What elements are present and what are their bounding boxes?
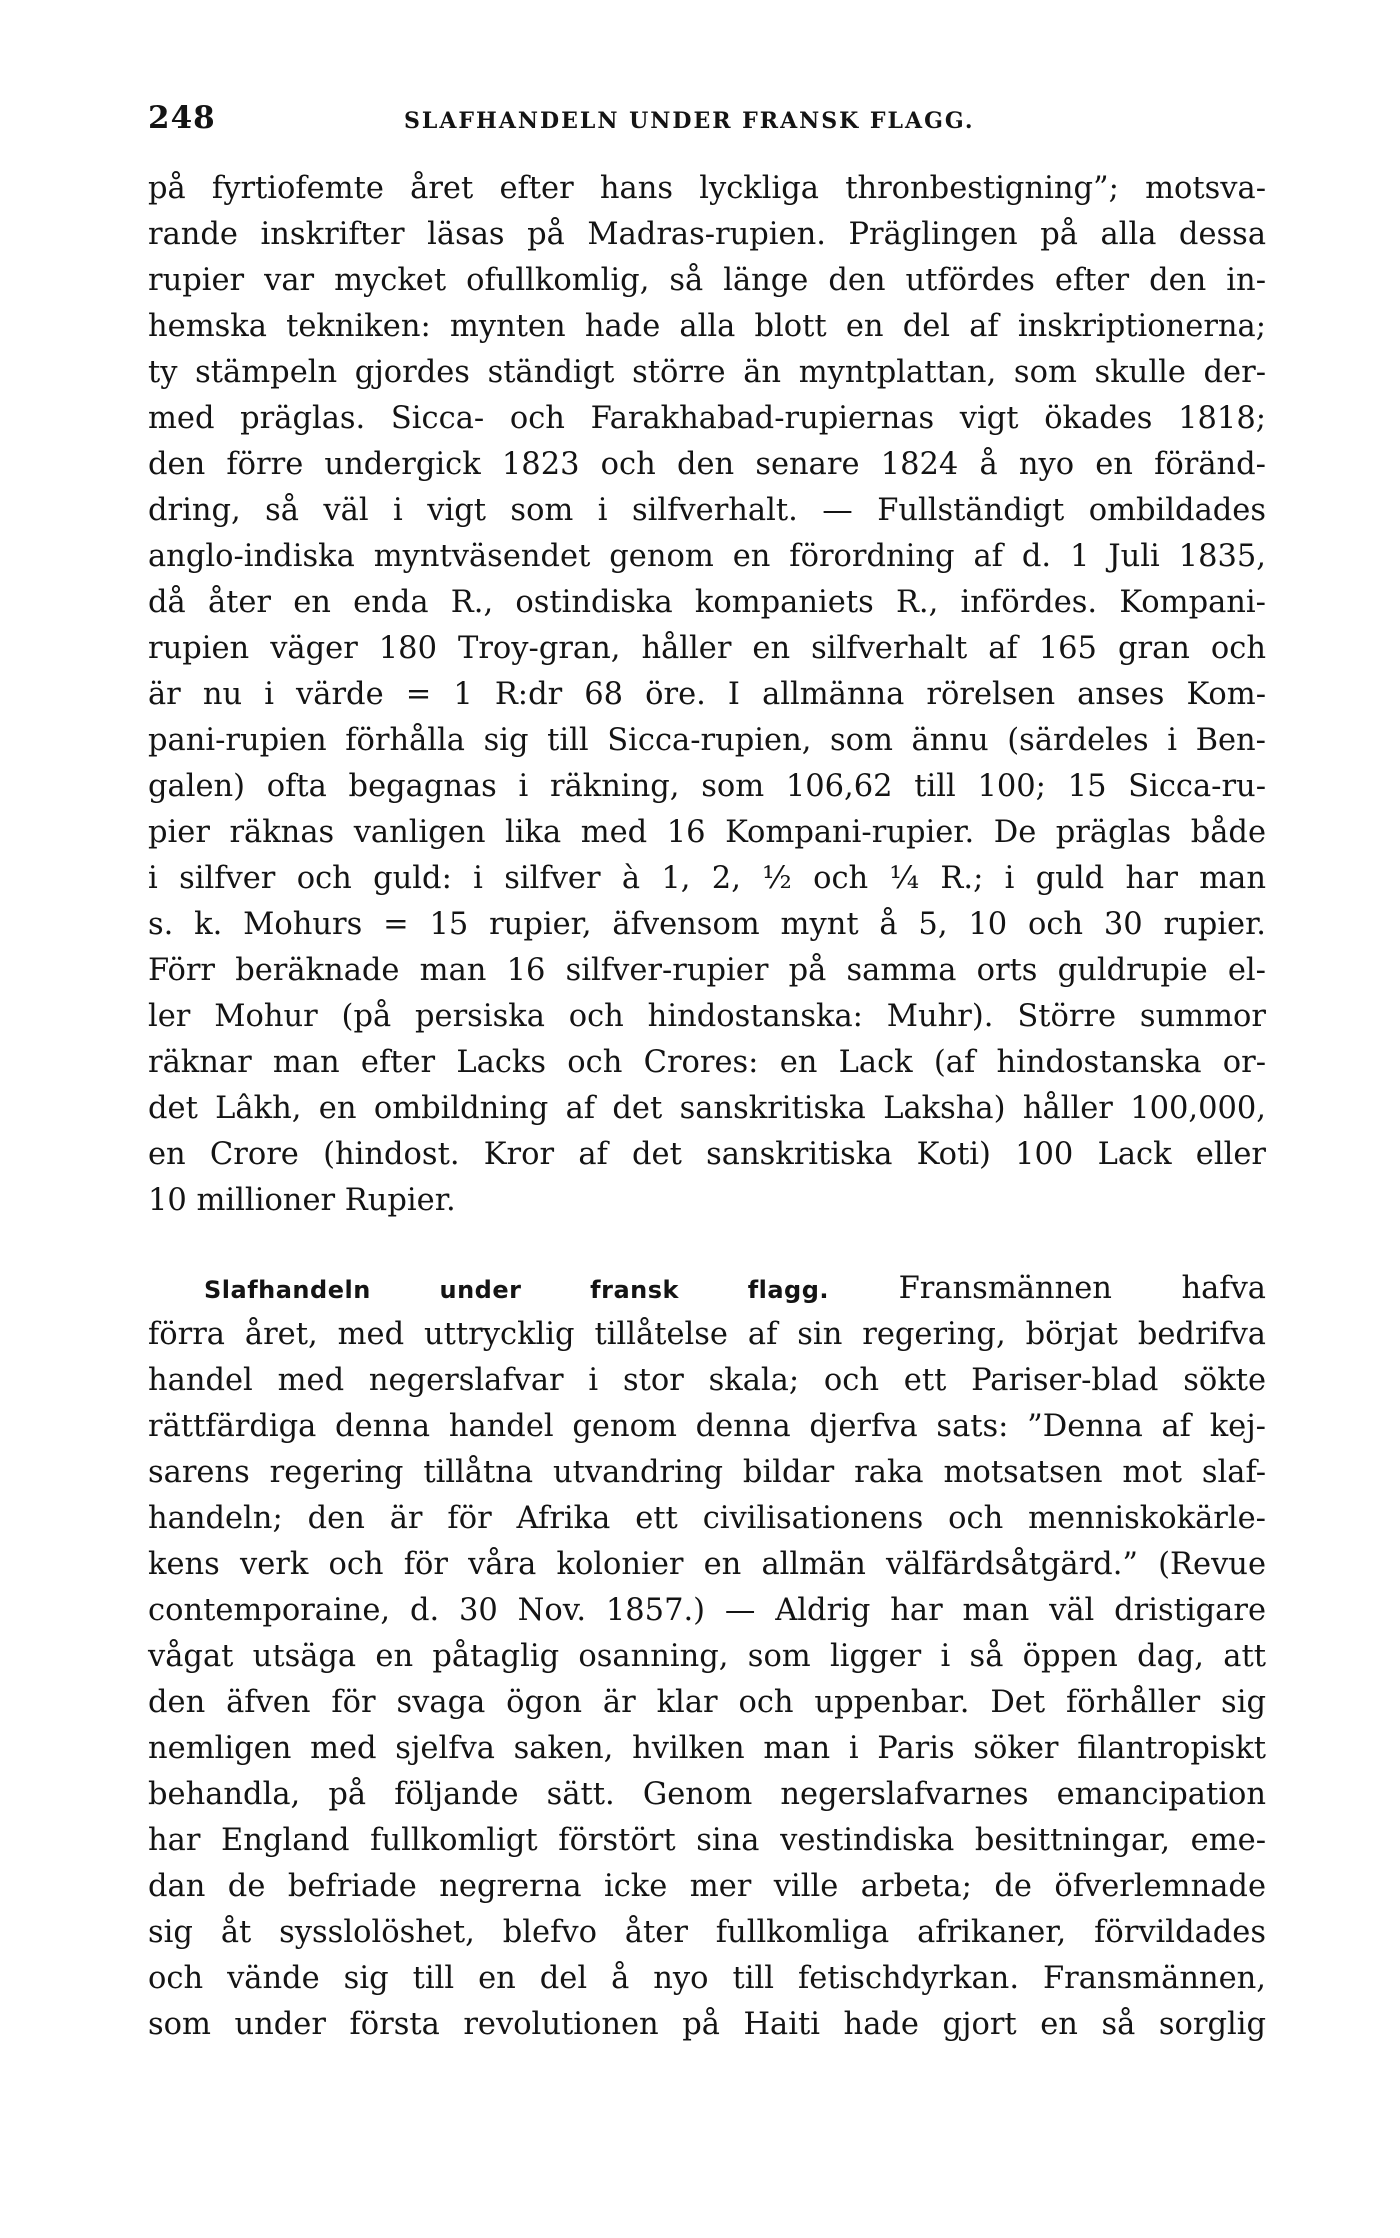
text-line: som under första revolutionen på Haiti hade gjort en så sorglig <box>148 2007 1266 2042</box>
section-first-line-text: Fransmännen hafva <box>898 1271 1266 1306</box>
paragraph-rupee-coinage <box>148 166 1266 1224</box>
text-line: på fyrtiofemte året efter hans lyckliga thronbestigning”; motsva- <box>148 171 1266 206</box>
text-line: vågat utsäga en påtaglig osanning, som ligger i så öppen dag, att <box>148 1639 1266 1674</box>
text-line: kens verk och för våra kolonier en allmän välfärdsåtgärd.” (Revue <box>148 1547 1266 1582</box>
text-line: sig åt sysslolöshet, blefvo åter fullkomliga afrikaner, förvildades <box>148 1915 1266 1950</box>
text-line: hemska tekniken: mynten hade alla blott en del af inskriptionerna; <box>148 309 1266 344</box>
text-line: 10 millioner Rupier. <box>148 1183 456 1218</box>
running-head: SLAFHANDELN UNDER FRANSK FLAGG. <box>404 108 975 134</box>
text-line: pani-rupien förhålla sig till Sicca-rupien, som ännu (särdeles i Ben- <box>148 723 1266 758</box>
text-line: då åter en enda R., ostindiska kompaniets R., infördes. Kompani- <box>148 585 1266 620</box>
text-line: rande inskrifter läsas på Madras-rupien. Präglingen på alla dessa <box>148 217 1266 252</box>
text-line: sarens regering tillåtna utvandring bildar raka motsatsen mot slaf- <box>148 1455 1266 1490</box>
text-line: med präglas. Sicca- och Farakhabad-rupiernas vigt ökades 1818; <box>148 401 1266 436</box>
text-line: rättfärdiga denna handel genom denna djerfva sats: ”Denna af kej- <box>148 1409 1266 1444</box>
text-line: handel med negerslafvar i stor skala; och ett Pariser-blad sökte <box>148 1363 1266 1398</box>
book-page <box>148 100 1266 2048</box>
text-line: den äfven för svaga ögon är klar och uppenbar. Det förhåller sig <box>148 1685 1266 1720</box>
text-line: i silfver och guld: i silfver à 1, 2, ½ och ¼ R.; i guld har man <box>148 861 1266 896</box>
page-header <box>148 100 1266 150</box>
text-line: den förre undergick 1823 och den senare 1824 å nyo en föränd- <box>148 447 1266 482</box>
section-title: Slafhandeln under fransk flagg. <box>204 1276 830 1304</box>
text-line: s. k. Mohurs = 15 rupier, äfvensom mynt å 5, 10 och 30 rupier. <box>148 907 1266 942</box>
page-number: 248 <box>148 100 216 136</box>
text-line: rupier var mycket ofullkomlig, så länge den utfördes efter den in- <box>148 263 1266 298</box>
text-line: rupien väger 180 Troy-gran, håller en silfverhalt af 165 gran och <box>148 631 1266 666</box>
text-line: handeln; den är för Afrika ett civilisationens och menniskokärle- <box>148 1501 1266 1536</box>
text-line: räknar man efter Lacks och Crores: en Lack (af hindostanska or- <box>148 1045 1266 1080</box>
text-line: galen) ofta begagnas i räkning, som 106,62 till 100; 15 Sicca-ru- <box>148 769 1266 804</box>
text-line: ler Mohur (på persiska och hindostanska: Muhr). Större summor <box>148 999 1266 1034</box>
text-line: en Crore (hindost. Kror af det sanskritiska Koti) 100 Lack eller <box>148 1137 1266 1172</box>
text-line: förra året, med uttrycklig tillåtelse af sin regering, börjat bedrifva <box>148 1317 1266 1352</box>
text-line: har England fullkomligt förstört sina vestindiska besittningar, eme- <box>148 1823 1266 1858</box>
text-line: ty stämpeln gjordes ständigt större än myntplattan, som skulle der- <box>148 355 1266 390</box>
text-line: det Lâkh, en ombildning af det sanskritiska Laksha) håller 100,000, <box>148 1091 1266 1126</box>
section-first-line <box>148 1266 1266 1312</box>
text-line: contemporaine, d. 30 Nov. 1857.) — Aldrig har man väl dristigare <box>148 1593 1266 1628</box>
text-line: och vände sig till en del å nyo till fetischdyrkan. Fransmännen, <box>148 1961 1266 1996</box>
text-line: behandla, på följande sätt. Genom negerslafvarnes emancipation <box>148 1777 1266 1812</box>
text-line: pier räknas vanligen lika med 16 Kompani-rupier. De präglas både <box>148 815 1266 850</box>
text-line: är nu i värde = 1 R:dr 68 öre. I allmänna rörelsen anses Kom- <box>148 677 1266 712</box>
text-line: dring, så väl i vigt som i silfverhalt. — Fullständigt ombildades <box>148 493 1266 528</box>
text-line: dan de befriade negrerna icke mer ville arbeta; de öfverlemnade <box>148 1869 1266 1904</box>
section-slave-trade <box>148 1266 1266 2048</box>
text-line: anglo-indiska myntväsendet genom en förordning af d. 1 Juli 1835, <box>148 539 1266 574</box>
text-line: nemligen med sjelfva saken, hvilken man i Paris söker filantropiskt <box>148 1731 1266 1766</box>
text-line: Förr beräknade man 16 silfver-rupier på samma orts guldrupie el- <box>148 953 1266 988</box>
